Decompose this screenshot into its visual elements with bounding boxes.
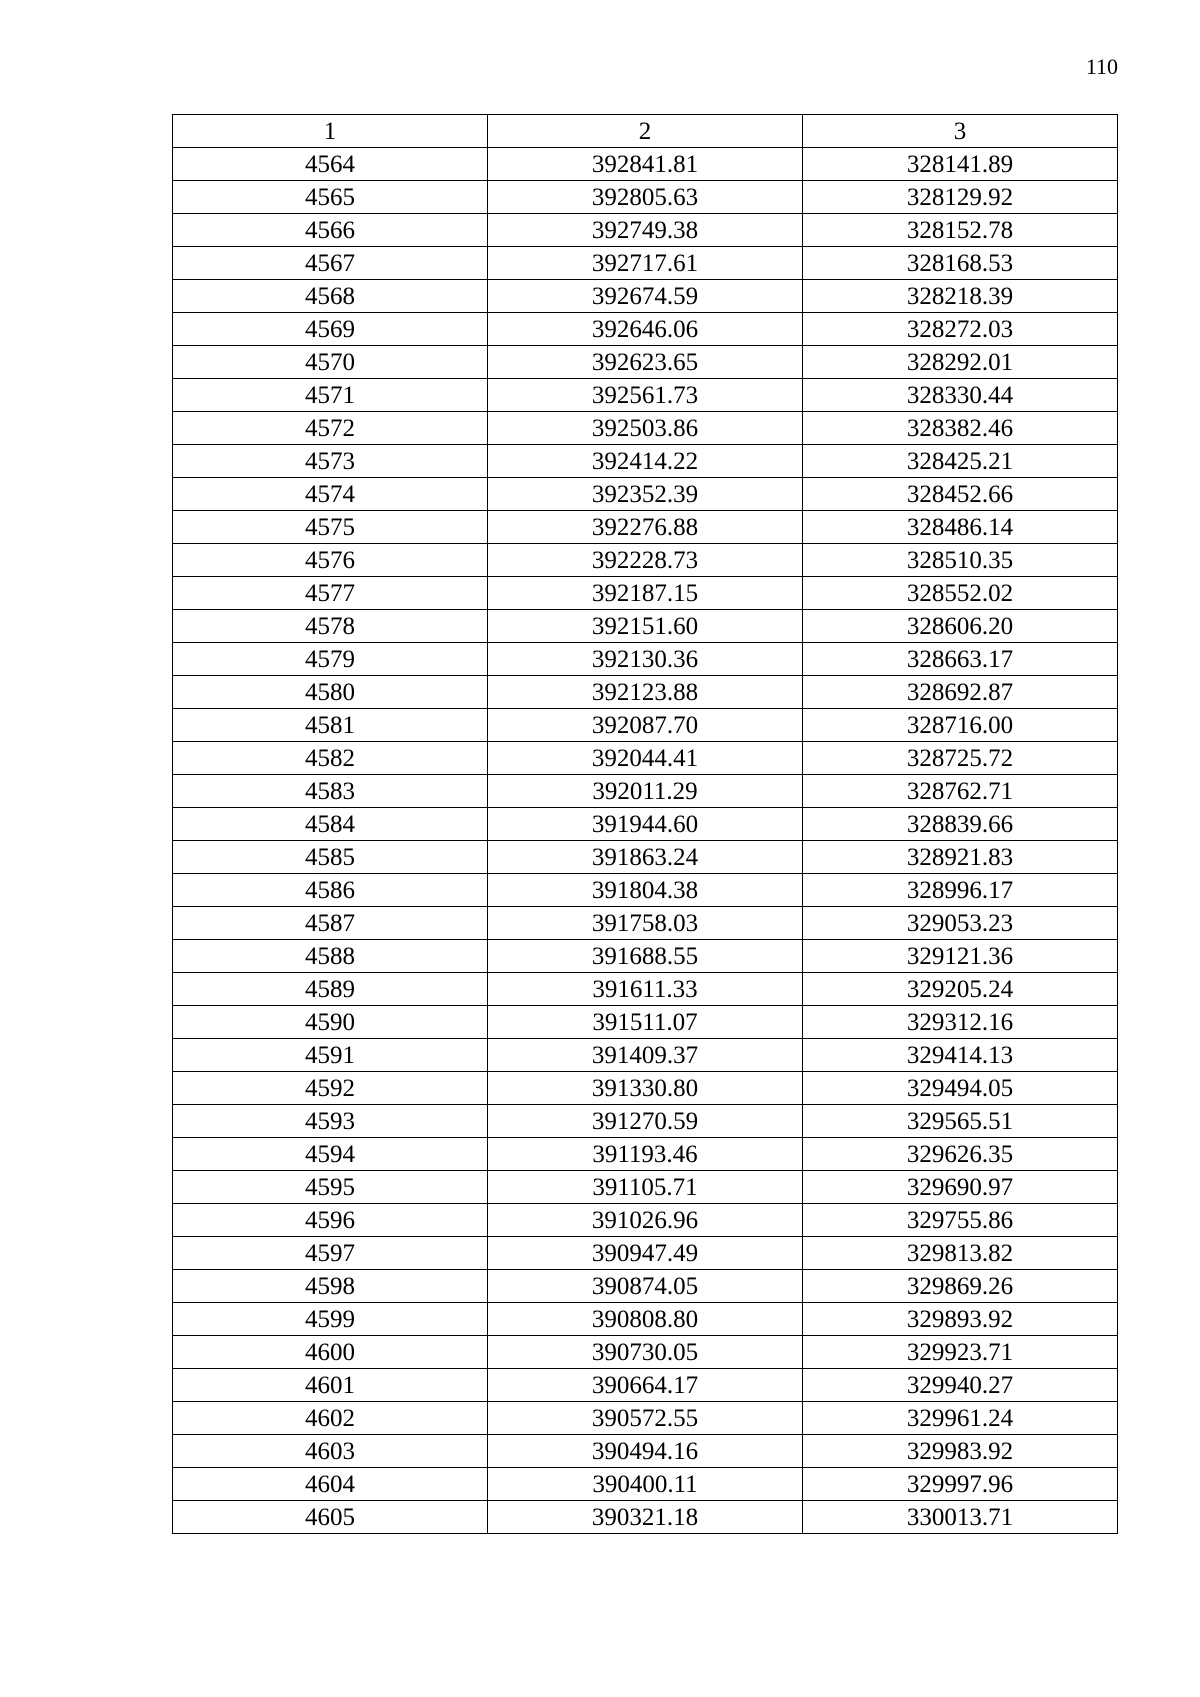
- x-coordinate-cell: 392623.65: [488, 346, 803, 379]
- x-coordinate-cell: 390664.17: [488, 1369, 803, 1402]
- y-coordinate-cell: 328168.53: [803, 247, 1118, 280]
- x-coordinate-cell: 391944.60: [488, 808, 803, 841]
- y-coordinate-cell: 328921.83: [803, 841, 1118, 874]
- table-row: [173, 412, 1118, 445]
- x-coordinate-cell: 392130.36: [488, 643, 803, 676]
- x-coordinate-cell: 390874.05: [488, 1270, 803, 1303]
- table-row: [173, 445, 1118, 478]
- x-coordinate-cell: 390494.16: [488, 1435, 803, 1468]
- y-coordinate-cell: 329997.96: [803, 1468, 1118, 1501]
- table-row: [173, 511, 1118, 544]
- x-coordinate-cell: 391193.46: [488, 1138, 803, 1171]
- x-coordinate-cell: 392503.86: [488, 412, 803, 445]
- x-coordinate-cell: 391511.07: [488, 1006, 803, 1039]
- y-coordinate-cell: 329983.92: [803, 1435, 1118, 1468]
- table-row: [173, 1369, 1118, 1402]
- point-number-cell: 4597: [173, 1237, 488, 1270]
- table-row: [173, 280, 1118, 313]
- x-coordinate-cell: 392414.22: [488, 445, 803, 478]
- table-row: [173, 577, 1118, 610]
- y-coordinate-cell: 328725.72: [803, 742, 1118, 775]
- point-number-cell: 4596: [173, 1204, 488, 1237]
- point-number-cell: 4588: [173, 940, 488, 973]
- point-number-cell: 4601: [173, 1369, 488, 1402]
- table-row: [173, 1171, 1118, 1204]
- point-number-cell: 4598: [173, 1270, 488, 1303]
- x-coordinate-cell: 392228.73: [488, 544, 803, 577]
- x-coordinate-cell: 391863.24: [488, 841, 803, 874]
- y-coordinate-cell: 328606.20: [803, 610, 1118, 643]
- point-number-cell: 4582: [173, 742, 488, 775]
- point-number-cell: 4599: [173, 1303, 488, 1336]
- y-coordinate-cell: 328141.89: [803, 148, 1118, 181]
- point-number-cell: 4604: [173, 1468, 488, 1501]
- x-coordinate-cell: 391330.80: [488, 1072, 803, 1105]
- point-number-cell: 4592: [173, 1072, 488, 1105]
- y-coordinate-cell: 328452.66: [803, 478, 1118, 511]
- y-coordinate-cell: 329053.23: [803, 907, 1118, 940]
- y-coordinate-cell: 328486.14: [803, 511, 1118, 544]
- point-number-cell: 4581: [173, 709, 488, 742]
- point-number-cell: 4569: [173, 313, 488, 346]
- x-coordinate-cell: 392151.60: [488, 610, 803, 643]
- table-row: [173, 346, 1118, 379]
- table-row: [173, 1105, 1118, 1138]
- y-coordinate-cell: 328510.35: [803, 544, 1118, 577]
- y-coordinate-cell: 329813.82: [803, 1237, 1118, 1270]
- point-number-cell: 4600: [173, 1336, 488, 1369]
- table-row: [173, 214, 1118, 247]
- x-coordinate-cell: 390947.49: [488, 1237, 803, 1270]
- y-coordinate-cell: 328716.00: [803, 709, 1118, 742]
- y-coordinate-cell: 328692.87: [803, 676, 1118, 709]
- point-number-cell: 4564: [173, 148, 488, 181]
- table-row: [173, 775, 1118, 808]
- x-coordinate-cell: 392352.39: [488, 478, 803, 511]
- y-coordinate-cell: 329690.97: [803, 1171, 1118, 1204]
- x-coordinate-cell: 391270.59: [488, 1105, 803, 1138]
- table-row: [173, 808, 1118, 841]
- point-number-cell: 4572: [173, 412, 488, 445]
- y-coordinate-cell: 328996.17: [803, 874, 1118, 907]
- point-number-cell: 4570: [173, 346, 488, 379]
- point-number-cell: 4585: [173, 841, 488, 874]
- point-number-cell: 4574: [173, 478, 488, 511]
- y-coordinate-cell: 329205.24: [803, 973, 1118, 1006]
- table-row: [173, 676, 1118, 709]
- y-coordinate-cell: 329923.71: [803, 1336, 1118, 1369]
- table-row: [173, 1006, 1118, 1039]
- coordinates-table: [172, 114, 1118, 1534]
- point-number-cell: 4568: [173, 280, 488, 313]
- x-coordinate-cell: 391611.33: [488, 973, 803, 1006]
- y-coordinate-cell: 328552.02: [803, 577, 1118, 610]
- point-number-cell: 4603: [173, 1435, 488, 1468]
- point-number-cell: 4605: [173, 1501, 488, 1534]
- table-row: [173, 247, 1118, 280]
- table-row: [173, 1072, 1118, 1105]
- table-row: [173, 379, 1118, 412]
- point-number-cell: 4575: [173, 511, 488, 544]
- y-coordinate-cell: 329312.16: [803, 1006, 1118, 1039]
- point-number-cell: 4587: [173, 907, 488, 940]
- table-row: [173, 1468, 1118, 1501]
- x-coordinate-cell: 390572.55: [488, 1402, 803, 1435]
- y-coordinate-cell: 328425.21: [803, 445, 1118, 478]
- x-coordinate-cell: 392674.59: [488, 280, 803, 313]
- y-coordinate-cell: 329121.36: [803, 940, 1118, 973]
- table-row: [173, 742, 1118, 775]
- x-coordinate-cell: 392561.73: [488, 379, 803, 412]
- table-row: [173, 973, 1118, 1006]
- x-coordinate-cell: 392087.70: [488, 709, 803, 742]
- table-row: [173, 709, 1118, 742]
- table-row: [173, 1204, 1118, 1237]
- x-coordinate-cell: 391688.55: [488, 940, 803, 973]
- x-coordinate-cell: 392044.41: [488, 742, 803, 775]
- x-coordinate-cell: 391105.71: [488, 1171, 803, 1204]
- point-number-cell: 4567: [173, 247, 488, 280]
- column-header: 3: [803, 115, 1118, 148]
- point-number-cell: 4586: [173, 874, 488, 907]
- x-coordinate-cell: 390321.18: [488, 1501, 803, 1534]
- table-row: [173, 874, 1118, 907]
- x-coordinate-cell: 391409.37: [488, 1039, 803, 1072]
- table-header-row: [173, 115, 1118, 148]
- point-number-cell: 4591: [173, 1039, 488, 1072]
- table-row: [173, 907, 1118, 940]
- table-row: [173, 1039, 1118, 1072]
- point-number-cell: 4565: [173, 181, 488, 214]
- y-coordinate-cell: 329869.26: [803, 1270, 1118, 1303]
- y-coordinate-cell: 328129.92: [803, 181, 1118, 214]
- point-number-cell: 4583: [173, 775, 488, 808]
- x-coordinate-cell: 392011.29: [488, 775, 803, 808]
- x-coordinate-cell: 392187.15: [488, 577, 803, 610]
- y-coordinate-cell: 328152.78: [803, 214, 1118, 247]
- point-number-cell: 4589: [173, 973, 488, 1006]
- column-header: 1: [173, 115, 488, 148]
- x-coordinate-cell: 391804.38: [488, 874, 803, 907]
- table-row: [173, 313, 1118, 346]
- point-number-cell: 4590: [173, 1006, 488, 1039]
- table-row: [173, 544, 1118, 577]
- point-number-cell: 4578: [173, 610, 488, 643]
- x-coordinate-cell: 392646.06: [488, 313, 803, 346]
- table-row: [173, 1501, 1118, 1534]
- point-number-cell: 4602: [173, 1402, 488, 1435]
- x-coordinate-cell: 392123.88: [488, 676, 803, 709]
- y-coordinate-cell: 328663.17: [803, 643, 1118, 676]
- y-coordinate-cell: 328272.03: [803, 313, 1118, 346]
- table-row: [173, 1303, 1118, 1336]
- y-coordinate-cell: 328330.44: [803, 379, 1118, 412]
- x-coordinate-cell: 391026.96: [488, 1204, 803, 1237]
- x-coordinate-cell: 390730.05: [488, 1336, 803, 1369]
- y-coordinate-cell: 328218.39: [803, 280, 1118, 313]
- table-row: [173, 1336, 1118, 1369]
- point-number-cell: 4571: [173, 379, 488, 412]
- table-row: [173, 610, 1118, 643]
- table-row: [173, 841, 1118, 874]
- table-row: [173, 1138, 1118, 1171]
- y-coordinate-cell: 329893.92: [803, 1303, 1118, 1336]
- column-header: 2: [488, 115, 803, 148]
- point-number-cell: 4577: [173, 577, 488, 610]
- table-row: [173, 1402, 1118, 1435]
- table-row: [173, 478, 1118, 511]
- point-number-cell: 4595: [173, 1171, 488, 1204]
- y-coordinate-cell: 329755.86: [803, 1204, 1118, 1237]
- table-row: [173, 1270, 1118, 1303]
- x-coordinate-cell: 392717.61: [488, 247, 803, 280]
- y-coordinate-cell: 328382.46: [803, 412, 1118, 445]
- x-coordinate-cell: 390808.80: [488, 1303, 803, 1336]
- x-coordinate-cell: 392276.88: [488, 511, 803, 544]
- point-number-cell: 4584: [173, 808, 488, 841]
- page-number: 110: [1085, 54, 1118, 79]
- y-coordinate-cell: 329414.13: [803, 1039, 1118, 1072]
- point-number-cell: 4580: [173, 676, 488, 709]
- table-row: [173, 181, 1118, 214]
- table-row: [173, 1237, 1118, 1270]
- y-coordinate-cell: 329565.51: [803, 1105, 1118, 1138]
- point-number-cell: 4576: [173, 544, 488, 577]
- y-coordinate-cell: 329940.27: [803, 1369, 1118, 1402]
- y-coordinate-cell: 330013.71: [803, 1501, 1118, 1534]
- table-row: [173, 940, 1118, 973]
- x-coordinate-cell: 391758.03: [488, 907, 803, 940]
- point-number-cell: 4566: [173, 214, 488, 247]
- x-coordinate-cell: 392749.38: [488, 214, 803, 247]
- y-coordinate-cell: 329626.35: [803, 1138, 1118, 1171]
- table-body: [173, 148, 1118, 1534]
- table-row: [173, 643, 1118, 676]
- y-coordinate-cell: 329494.05: [803, 1072, 1118, 1105]
- y-coordinate-cell: 328292.01: [803, 346, 1118, 379]
- point-number-cell: 4593: [173, 1105, 488, 1138]
- x-coordinate-cell: 392805.63: [488, 181, 803, 214]
- x-coordinate-cell: 392841.81: [488, 148, 803, 181]
- point-number-cell: 4573: [173, 445, 488, 478]
- y-coordinate-cell: 328762.71: [803, 775, 1118, 808]
- point-number-cell: 4579: [173, 643, 488, 676]
- table-row: [173, 1435, 1118, 1468]
- x-coordinate-cell: 390400.11: [488, 1468, 803, 1501]
- point-number-cell: 4594: [173, 1138, 488, 1171]
- table-row: [173, 148, 1118, 181]
- y-coordinate-cell: 329961.24: [803, 1402, 1118, 1435]
- y-coordinate-cell: 328839.66: [803, 808, 1118, 841]
